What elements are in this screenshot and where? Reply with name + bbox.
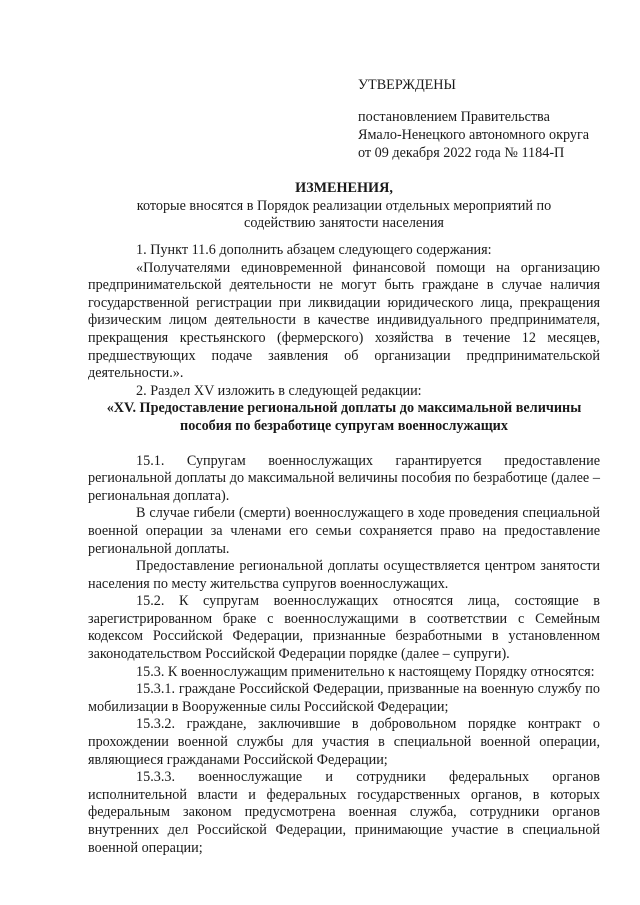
approval-line: от 09 декабря 2022 года № 1184-П (358, 145, 565, 161)
document-subtitle-line: содействию занятости населения (244, 215, 444, 231)
paragraph-provision: Предоставление региональной доплаты осуществляется центром занятости населения по месту жительства супругов военнослужащих. (88, 558, 600, 592)
approval-line: постановлением Правительства (358, 109, 550, 125)
paragraph-quoted-amendment: «Получателями единовременной финансовой помощи на организацию предпринимательской деятельности не могут быть граждане в случае наличия государственной регистрации при ликвидации юридического лица, прекращения физическим лицом деятельности в качестве индивидуального предпринимателя, прекращения крестьянского (фермерского) хозяйства в течение 12 месяцев, предшествующих подаче заявления об организации предпринимательской деятельности.». (88, 259, 600, 382)
paragraph-15-3-1: 15.3.1. граждане Российской Федерации, призванные на военную службу по мобилизации в Вооруженные силы Российской Федерации; (88, 681, 600, 715)
paragraph-15-3: 15.3. К военнослужащим применительно к настоящему Порядку относятся: (136, 663, 595, 680)
approval-heading: УТВЕРЖДЕНЫ (358, 77, 456, 93)
paragraph-death-case: В случае гибели (смерти) военнослужащего в ходе проведения специальной военной операции за членами его семьи сохраняется право на предоставление региональной доплаты. (88, 505, 600, 557)
paragraph-15-3-3: 15.3.3. военнослужащие и сотрудники федеральных органов исполнительной власти и федеральных государственных органов, в которых федеральным законом предусмотрена военная служба, сотрудники органов внутренних дел Российской Федерации, принимающие участие в специальной военной операции; (88, 769, 600, 856)
approval-block (358, 76, 618, 162)
paragraph-item-2: 2. Раздел XV изложить в следующей редакции: (136, 382, 422, 399)
paragraph-15-1: 15.1. Супругам военнослужащих гарантируется предоставление региональной доплаты до максимальной величины пособия по безработице (далее – региональная доплата). (88, 452, 600, 504)
document-subtitle-line: которые вносятся в Порядок реализации отдельных мероприятий по (136, 197, 552, 214)
paragraph-item-1: 1. Пункт 11.6 дополнить абзацем следующего содержания: (136, 242, 492, 258)
paragraph-15-3-2: 15.3.2. граждане, заключившие в добровольном порядке контракт о прохождении военной службы для участия в специальной военной операции, являющиеся гражданами Российской Федерации; (88, 716, 600, 768)
document-title: ИЗМЕНЕНИЯ, (295, 180, 393, 196)
section-title (88, 400, 600, 435)
document-body (88, 242, 600, 857)
paragraph-15-2: 15.2. К супругам военнослужащих относятся лица, состоящие в зарегистрированном браке с военнослужащими в соответствии с Семейным кодексом Российской Федерации, признанные безработными в установленном законодательством Российской Федерации порядке (далее – супруги). (88, 593, 600, 663)
approval-line: Ямало-Ненецкого автономного округа (358, 127, 590, 143)
section-title-line: «XV. Предоставление региональной доплаты до максимальной величины (106, 400, 582, 417)
section-title-line: пособия по безработице супругам военнослужащих (180, 417, 508, 434)
document-title-block (88, 180, 600, 233)
